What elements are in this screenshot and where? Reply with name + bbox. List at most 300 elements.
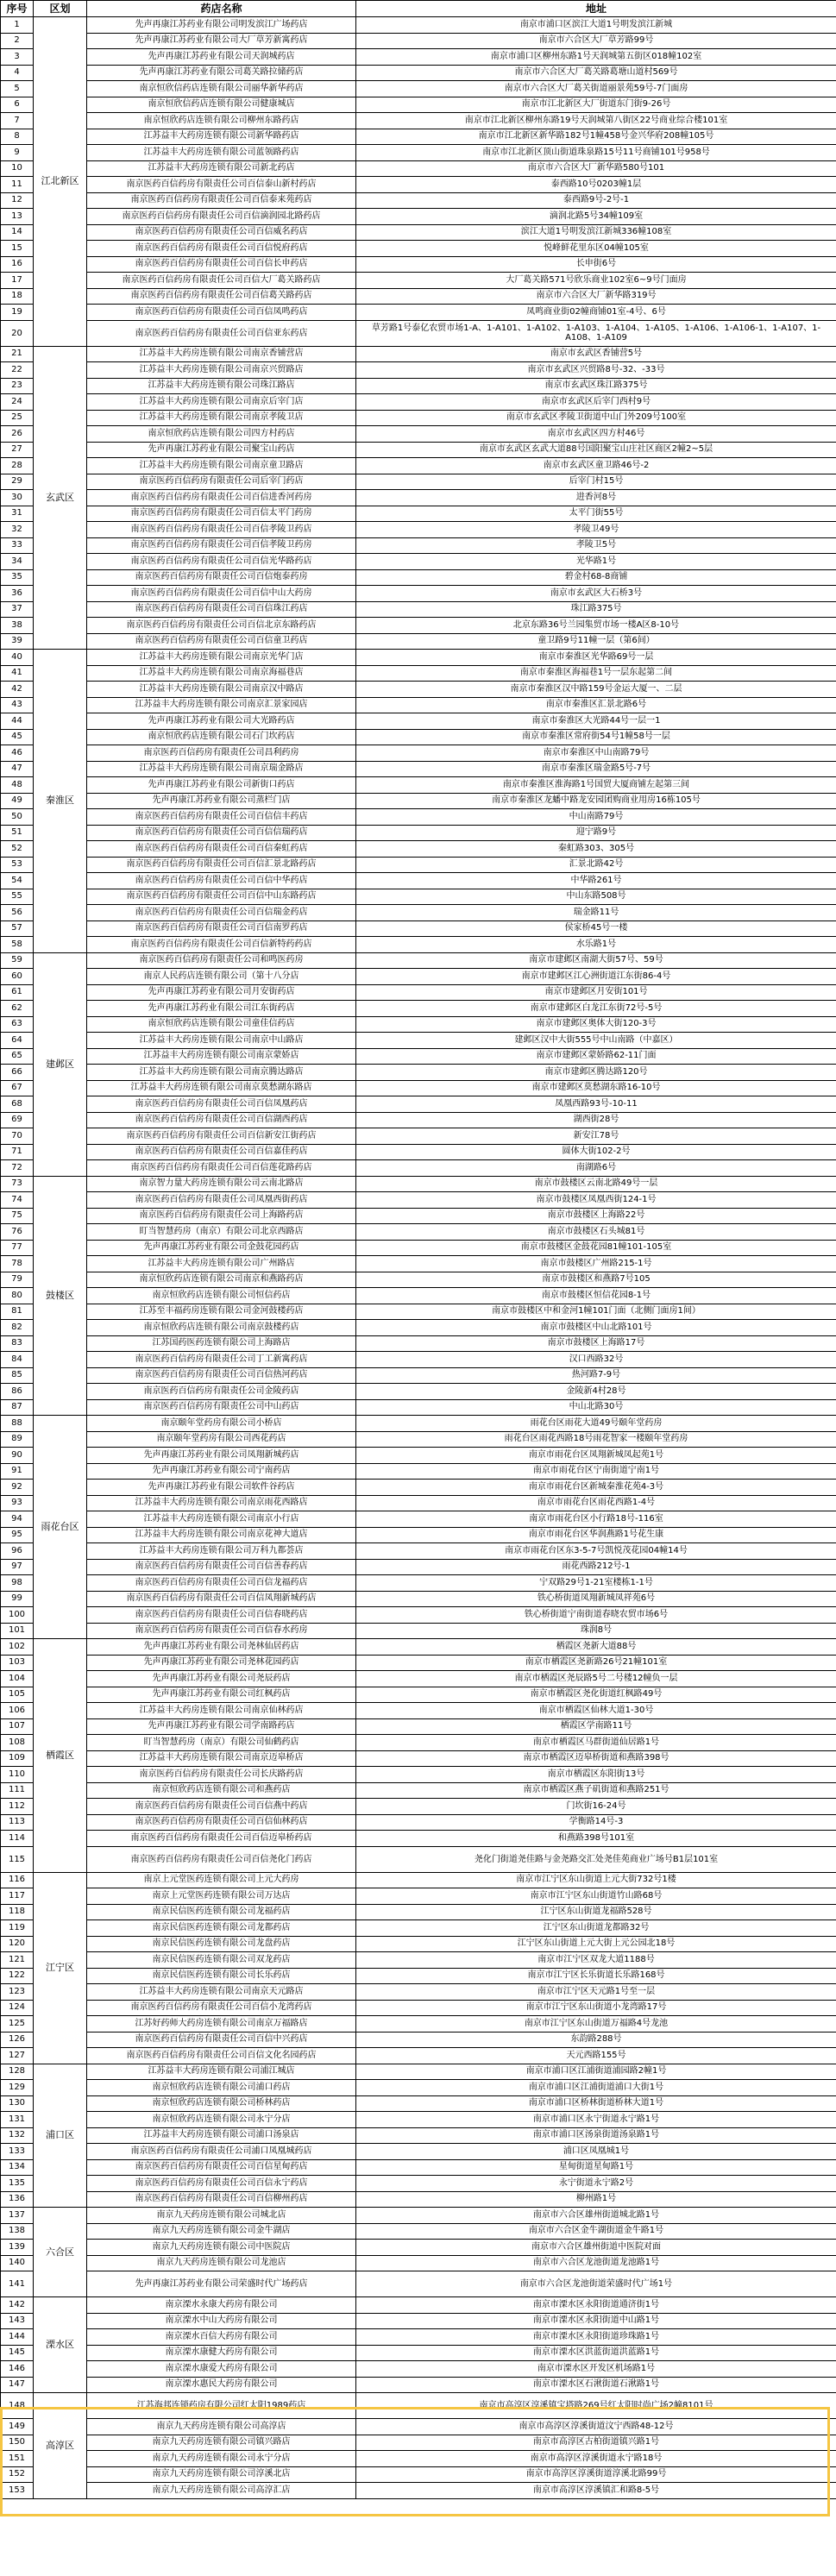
- pharmacy-name: 南京医药百信药房有限责任公司百信炮泰药房: [87, 569, 356, 586]
- row-index: 122: [1, 1968, 34, 1984]
- pharmacy-name: 南京医药百信药房有限责任公司昌利药房: [87, 745, 356, 762]
- row-index: 143: [1, 2313, 34, 2329]
- table-row: [1, 1735, 836, 1751]
- pharmacy-name: 南京溧水康爱大药房有限公司: [87, 2361, 356, 2378]
- pharmacy-name: 先声再康江苏药业有限公司葛关路拉储药店: [87, 65, 356, 81]
- table-row: [1, 1904, 836, 1920]
- table-row: [1, 474, 836, 490]
- row-index: 22: [1, 362, 34, 379]
- row-index: 61: [1, 984, 34, 1001]
- pharmacy-name: 先声再康江苏药业有限公司江东街药店: [87, 1001, 356, 1017]
- pharmacy-address: 永宁街道永宁路2号: [356, 2176, 836, 2192]
- row-index: 149: [1, 2419, 34, 2435]
- table-row: [1, 1065, 836, 1081]
- row-index: 4: [1, 65, 34, 81]
- pharmacy-address: 秦虹路303、305号: [356, 841, 836, 858]
- table-row: [1, 554, 836, 570]
- pharmacy-name: 南京医药百信药房有限责任公司中山药店: [87, 1399, 356, 1416]
- pharmacy-name: 南京九天药房连锁有限公司永宁分店: [87, 2451, 356, 2467]
- pharmacy-name: 南京医药百信药房有限责任公司百信威名药店: [87, 224, 356, 241]
- pharmacy-address: 南京市江北新区柳州东路19号天润城第八街区22号商业综合楼101室: [356, 113, 836, 129]
- table-row: [1, 537, 836, 554]
- pharmacy-address: 南京市江宁区东山街道上元大街732号1楼: [356, 1872, 836, 1888]
- pharmacy-address: 凤鸣商业街02幢商铺01室-4号、6号: [356, 305, 836, 321]
- row-index: 46: [1, 745, 34, 762]
- pharmacy-address: 南京市秦淮区龙蟠中路龙安园团购商业用房16栋105号: [356, 793, 836, 809]
- table-row: [1, 2361, 836, 2378]
- table-row: [1, 1952, 836, 1969]
- table-row: [1, 777, 836, 794]
- table-row: [1, 1160, 836, 1177]
- pharmacy-address: 南京市雨花台区新城秦淮花苑4-3号: [356, 1480, 836, 1496]
- row-index: 56: [1, 905, 34, 921]
- pharmacy-name: 南京恒欣药店连锁有限公司和燕药店: [87, 1782, 356, 1799]
- table-row: [1, 65, 836, 81]
- pharmacy-address: 珠江路375号: [356, 601, 836, 618]
- pharmacy-address: 铁心桥街道宁南街道春晓农贸市场6号: [356, 1607, 836, 1624]
- pharmacy-name: 南京医药百信药房有限责任公司金陵药店: [87, 1384, 356, 1400]
- row-index: 86: [1, 1384, 34, 1400]
- table-row: [1, 2064, 836, 2080]
- table-row: [1, 1192, 836, 1209]
- table-row: [1, 1543, 836, 1560]
- table-row: [1, 1718, 836, 1735]
- pharmacy-name: 南京恒欣信药店连锁有限公司丽华新华药店: [87, 81, 356, 97]
- pharmacy-address: 南京市六合区雄州街道城北路1号: [356, 2208, 836, 2224]
- row-index: 25: [1, 410, 34, 426]
- pharmacy-name: 南京医药百信药房有限责任公司百信葛关路药店: [87, 288, 356, 305]
- row-index: 18: [1, 288, 34, 305]
- table-row: [1, 177, 836, 193]
- row-index: 89: [1, 1431, 34, 1448]
- pharmacy-name: 江苏至丰福药房连锁有限公司金河鼓楼药店: [87, 1304, 356, 1320]
- table-row: [1, 1559, 836, 1575]
- pharmacy-address: 南京市雨花台区小行路18号-116室: [356, 1511, 836, 1528]
- pharmacy-address: 雨花西路212号-1: [356, 1559, 836, 1575]
- pharmacy-name: 江苏益丰大药房连锁有限公司南京瑞金路店: [87, 761, 356, 777]
- row-index: 27: [1, 442, 34, 458]
- table-row: [1, 1920, 836, 1937]
- table-row: [1, 2208, 836, 2224]
- pharmacy-name: 南京医药百信药房有限责任公司百信光华路药店: [87, 554, 356, 570]
- pharmacy-name: 南京医药百信药房有限责任公司百信秦虹药店: [87, 841, 356, 858]
- row-index: 144: [1, 2329, 34, 2346]
- table-row: [1, 49, 836, 66]
- pharmacy-name: 南京九天药房连锁有限公司淳溪北店: [87, 2466, 356, 2483]
- district-cell: 秦淮区: [34, 650, 87, 953]
- pharmacy-name: 先声再康江苏药业有限公司金鼓花园药店: [87, 1240, 356, 1256]
- pharmacy-address: 汇景北路42号: [356, 857, 836, 873]
- table-row: [1, 952, 836, 969]
- row-index: 7: [1, 113, 34, 129]
- table-row: [1, 713, 836, 730]
- row-index: 21: [1, 346, 34, 362]
- pharmacy-address: 南京市浦口区柳州东路1号天润城第五街区018幢102室: [356, 49, 836, 66]
- pharmacy-name: 江苏益丰大药房连锁有限公司南京光华门店: [87, 650, 356, 666]
- pharmacy-address: 南京市栖霞区迈皋桥街道和燕路398号: [356, 1750, 836, 1767]
- pharmacy-name: 江苏海邦连锁药房有限公司红太阳1989药店: [87, 2393, 356, 2419]
- row-index: 64: [1, 1033, 34, 1049]
- table-row: [1, 288, 836, 305]
- table-row: [1, 2329, 836, 2346]
- row-index: 3: [1, 49, 34, 66]
- pharmacy-address: 南京市高淳区淳溪街道永宁路18号: [356, 2451, 836, 2467]
- header-address: 地址: [356, 1, 836, 17]
- table-row: [1, 1384, 836, 1400]
- row-index: 6: [1, 97, 34, 113]
- row-index: 47: [1, 761, 34, 777]
- table-row: [1, 1527, 836, 1543]
- pharmacy-address: 南京市浦口区永宁街道永宁路1号: [356, 2112, 836, 2128]
- pharmacy-address: 金陵新4村28号: [356, 1384, 836, 1400]
- pharmacy-name: 南京医药百信药房有限责任公司百信善春药店: [87, 1559, 356, 1575]
- district-cell: 浦口区: [34, 2064, 87, 2208]
- pharmacy-name: 先声再康江苏药业有限公司大光路药店: [87, 713, 356, 730]
- pharmacy-address: 星甸街道星甸路1号: [356, 2159, 836, 2176]
- pharmacy-name: 南京民信医药连锁有限公司龙都药店: [87, 1920, 356, 1937]
- table-row: [1, 569, 836, 586]
- pharmacy-address: 南京市鼓楼区和燕路7号105: [356, 1272, 836, 1288]
- pharmacy-address: 南京市建邺区白龙江东街72号-5号: [356, 1001, 836, 1017]
- row-index: 54: [1, 873, 34, 889]
- table-row: [1, 586, 836, 602]
- pharmacy-name: 先声再康江苏药业有限公司软件谷药店: [87, 1480, 356, 1496]
- pharmacy-address: 南京市建邺区蒙娇路62-11门面: [356, 1048, 836, 1065]
- header-pharmacy-name: 药店名称: [87, 1, 356, 17]
- row-index: 19: [1, 305, 34, 321]
- table-row: [1, 1224, 836, 1241]
- table-row: [1, 1144, 836, 1160]
- table-row: [1, 2271, 836, 2297]
- row-index: 9: [1, 145, 34, 161]
- pharmacy-address: 南京市浦口区江浦街道浦口大街1号: [356, 2080, 836, 2096]
- table-row: [1, 1416, 836, 1432]
- pharmacy-address: 雨花台区雨花西路18号雨花智家一楼颐年堂药房: [356, 1431, 836, 1448]
- row-index: 137: [1, 2208, 34, 2224]
- row-index: 126: [1, 2032, 34, 2048]
- table-row: [1, 1671, 836, 1687]
- pharmacy-name: 南京医药百信药房有限责任公司百信童卫药店: [87, 633, 356, 650]
- pharmacy-address: 南京市建邺区江心洲街道江东街86-4号: [356, 969, 836, 985]
- pharmacy-name: 南京医药百信药房有限责任公司浦口凤凰城药店: [87, 2144, 356, 2160]
- table-row: [1, 1831, 836, 1847]
- pharmacy-name: 南京溧水康健大药房有限公司: [87, 2345, 356, 2361]
- pharmacy-address: 侯家桥45号一楼: [356, 920, 836, 937]
- table-row: [1, 1335, 836, 1352]
- pharmacy-address: 南京市江宁区长乐街道长乐路168号: [356, 1968, 836, 1984]
- pharmacy-name: 南京医药百信药房有限责任公司百信滴润园北路药店: [87, 209, 356, 225]
- pharmacy-name: 南京九天药房连锁有限公司中医院店: [87, 2240, 356, 2256]
- row-index: 16: [1, 256, 34, 273]
- pharmacy-name: 南京恒欣药店连锁有限公司南京和燕路药店: [87, 1272, 356, 1288]
- row-index: 81: [1, 1304, 34, 1320]
- pharmacy-name: 江苏益丰大药房连锁有限公司蓝领路药店: [87, 145, 356, 161]
- row-index: 79: [1, 1272, 34, 1288]
- row-index: 152: [1, 2466, 34, 2483]
- pharmacy-name: 先声再康江苏药业有限公司天润城药店: [87, 49, 356, 66]
- row-index: 35: [1, 569, 34, 586]
- pharmacy-address: 南京市江宁区天元路1号至一层: [356, 1984, 836, 2001]
- pharmacy-address: 南京市江北新区新华路182号1幢458号金兴华府208幢105号: [356, 129, 836, 145]
- table-row: [1, 1703, 836, 1719]
- pharmacy-name: 江苏益丰大药房连锁有限公司南京雨花西路店: [87, 1495, 356, 1511]
- row-index: 134: [1, 2159, 34, 2176]
- row-index: 114: [1, 1831, 34, 1847]
- pharmacy-address: 南京市秦淮区中山南路79号: [356, 745, 836, 762]
- pharmacy-address: 草芳路1号泰亿农贸市场1-A、1-A101、1-A102、1-A103、1-A104、1-A105、1-A106、1-A106-1、1-A107、1-A108、1-A109: [356, 320, 836, 346]
- pharmacy-name: 先声再康江苏药业有限公司新街口药店: [87, 777, 356, 794]
- table-row: [1, 1888, 836, 1905]
- pharmacy-name: 南京医药百信药房有限责任公司百信泰山新村药店: [87, 177, 356, 193]
- pharmacy-address: 南京市玄武区孝陵卫街道中山门外209号100室: [356, 410, 836, 426]
- table-row: [1, 920, 836, 937]
- table-row: [1, 618, 836, 634]
- pharmacy-name: 南京医药百信药房有限责任公司百信仙林药店: [87, 1814, 356, 1831]
- pharmacy-name: 江苏益丰大药房连锁有限公司南京中山路店: [87, 1033, 356, 1049]
- row-index: 63: [1, 1016, 34, 1033]
- district-cell: 六合区: [34, 2208, 87, 2297]
- row-index: 148: [1, 2393, 34, 2419]
- pharmacy-name: 南京医药百信药房有限责任公司百信凤凰药店: [87, 1096, 356, 1113]
- row-index: 92: [1, 1480, 34, 1496]
- pharmacy-address: 建邺区汉中大街555号中山南路（中嘉区）: [356, 1033, 836, 1049]
- table-row: [1, 1080, 836, 1096]
- table-row: [1, 241, 836, 257]
- table-row: [1, 2159, 836, 2176]
- pharmacy-address: 南京市鼓楼区金鼓花园81幢101-105室: [356, 1240, 836, 1256]
- pharmacy-name: 先声再康江苏药业有限公司红枫药店: [87, 1687, 356, 1703]
- table-row: [1, 905, 836, 921]
- table-row: [1, 1607, 836, 1624]
- pharmacy-name: 南京医药百信药房有限责任公司丁工新寓药店: [87, 1352, 356, 1368]
- pharmacy-name: 江苏益丰大药房连锁有限公司南京孝陵卫店: [87, 410, 356, 426]
- table-row: [1, 17, 836, 34]
- table-row: [1, 1495, 836, 1511]
- pharmacy-address: 南京市六合区大厂新华路580号101: [356, 160, 836, 177]
- pharmacy-name: 南京溧水百信大药房有限公司: [87, 2329, 356, 2346]
- table-row: [1, 2144, 836, 2160]
- pharmacy-name: 南京医药百信药房有限责任公司百信莲花路药店: [87, 1160, 356, 1177]
- table-row: [1, 1033, 836, 1049]
- table-row: [1, 2240, 836, 2256]
- row-index: 62: [1, 1001, 34, 1017]
- pharmacy-address: 宁双路29号1-21室楼栋1-1号: [356, 1575, 836, 1592]
- pharmacy-address: 南京市六合区大厂葛关街道丽景苑59号-7门面房: [356, 81, 836, 97]
- pharmacy-address: 南京市建邺区奥体大街120-3号: [356, 1016, 836, 1033]
- table-row: [1, 160, 836, 177]
- pharmacy-address: 南京市雨花台区雨花西路1-4号: [356, 1495, 836, 1511]
- pharmacy-name: 江苏益丰大药房连锁有限公司南京莫愁湖东路店: [87, 1080, 356, 1096]
- row-index: 36: [1, 586, 34, 602]
- pharmacy-address: 柳州路1号: [356, 2191, 836, 2208]
- pharmacy-address: 太平门街55号: [356, 506, 836, 522]
- table-row: [1, 633, 836, 650]
- pharmacy-address: 南京市栖霞区马群街道仙居路1号: [356, 1735, 836, 1751]
- table-row: [1, 458, 836, 474]
- pharmacy-name: 南京九天药房连锁有限公司龙池店: [87, 2255, 356, 2271]
- pharmacy-address: 南京市雨花台区华润燕路1号花生康: [356, 1527, 836, 1543]
- table-row: [1, 682, 836, 698]
- pharmacy-name: 南京医药百信药房有限责任公司百信信瑞药店: [87, 825, 356, 841]
- pharmacy-address: 南京市秦淮区海福巷1号一层东起第二间: [356, 665, 836, 682]
- table-row: [1, 2313, 836, 2329]
- pharmacy-name: 江苏益丰大药房连锁有限公司南京童卫路店: [87, 458, 356, 474]
- pharmacy-address: 南京市玄武区珠江路375号: [356, 378, 836, 394]
- pharmacy-address: 南京市鼓楼区中和金河1幢101门面（北侧门面房1间）: [356, 1304, 836, 1320]
- row-index: 58: [1, 937, 34, 953]
- table-row: [1, 2176, 836, 2192]
- pharmacy-address: 和燕路398号101室: [356, 1831, 836, 1847]
- row-index: 136: [1, 2191, 34, 2208]
- pharmacy-address: 南京市六合区雄州街道中医院对面: [356, 2240, 836, 2256]
- table-row: [1, 522, 836, 538]
- row-index: 71: [1, 1144, 34, 1160]
- header-district: 区划: [34, 1, 87, 17]
- pharmacy-name: 南京民信医药连锁有限公司龙盘药店: [87, 1936, 356, 1952]
- pharmacy-name: 南京医药百信药房有限责任公司百信春晓药店: [87, 1607, 356, 1624]
- row-index: 37: [1, 601, 34, 618]
- table-row: [1, 490, 836, 506]
- table-row: [1, 2255, 836, 2271]
- row-index: 118: [1, 1904, 34, 1920]
- pharmacy-address: 中山南路79号: [356, 809, 836, 826]
- table-row: [1, 969, 836, 985]
- pharmacy-address: 南京市秦淮区汉中路159号金运大厦一、二层: [356, 682, 836, 698]
- row-index: 102: [1, 1639, 34, 1656]
- pharmacy-name: 南京医药百信药房有限责任公司百信孝陵卫药店: [87, 522, 356, 538]
- pharmacy-address: 南京市浦口区江浦街道浦园路2幢1号: [356, 2064, 836, 2080]
- pharmacy-address: 滨江大道1号明发滨江新城336幢108室: [356, 224, 836, 241]
- pharmacy-address: 东韵路288号: [356, 2032, 836, 2048]
- row-index: 83: [1, 1335, 34, 1352]
- pharmacy-address: 南京市六合区金牛湖街道金牛路1号: [356, 2223, 836, 2240]
- pharmacy-address: 南京市秦淮区大光路44号一层一1: [356, 713, 836, 730]
- row-index: 45: [1, 729, 34, 745]
- pharmacy-name: 南京医药百信药房有限责任公司百信珠江药店: [87, 601, 356, 618]
- pharmacy-name: 南京溧水惠民大药房有限公司: [87, 2377, 356, 2393]
- pharmacy-name: 南京医药百信药房有限责任公司百信湖西药店: [87, 1112, 356, 1128]
- row-index: 1: [1, 17, 34, 34]
- pharmacy-name: 南京医药百信药房有限责任公司上海路药店: [87, 1208, 356, 1224]
- row-index: 17: [1, 273, 34, 289]
- pharmacy-address: 南京市六合区龙池街道荣盛时代广场1号: [356, 2271, 836, 2297]
- row-index: 104: [1, 1671, 34, 1687]
- table-row: [1, 601, 836, 618]
- table-header-row: [1, 1, 836, 17]
- row-index: 103: [1, 1655, 34, 1671]
- pharmacy-address: 南京市栖霞区尧化街道红枫路49号: [356, 1687, 836, 1703]
- row-index: 65: [1, 1048, 34, 1065]
- row-index: 108: [1, 1735, 34, 1751]
- table-row: [1, 1782, 836, 1799]
- pharmacy-name: 南京溧水中山大药房有限公司: [87, 2313, 356, 2329]
- pharmacy-address: 瑞金路11号: [356, 905, 836, 921]
- pharmacy-name: 南京医药百信药房有限责任公司百信龙福药店: [87, 1575, 356, 1592]
- row-index: 110: [1, 1767, 34, 1783]
- district-cell: 雨花台区: [34, 1416, 87, 1639]
- pharmacy-address: 南京市鼓楼区恒信花园8-1号: [356, 1288, 836, 1304]
- table-row: [1, 841, 836, 858]
- pharmacy-name: 江苏益丰大药房连锁有限公司南京蒙娇店: [87, 1048, 356, 1065]
- pharmacy-name: 南京医药百信药房有限责任公司百信北京东路药店: [87, 618, 356, 634]
- row-index: 29: [1, 474, 34, 490]
- row-index: 14: [1, 224, 34, 241]
- pharmacy-address: 南京市浦口区汤泉街道汤泉路1号: [356, 2127, 836, 2144]
- row-index: 66: [1, 1065, 34, 1081]
- pharmacy-name: 南京恒欣药店连锁有限公司桥林药店: [87, 2095, 356, 2112]
- pharmacy-address: 泰西路9号-2号-1: [356, 192, 836, 209]
- pharmacy-name: 江苏益丰大药房连锁有限公司南京海福巷店: [87, 665, 356, 682]
- table-row: [1, 2435, 836, 2451]
- row-index: 101: [1, 1623, 34, 1639]
- pharmacy-address: 南京市高淳区古柏街道镇兴路1号: [356, 2435, 836, 2451]
- pharmacy-address: 南京市建邺区南湖大街57号、59号: [356, 952, 836, 969]
- header-index: 序号: [1, 1, 34, 17]
- pharmacy-name: 先声再康江苏药业有限公司凤翔新城药店: [87, 1448, 356, 1464]
- pharmacy-address: 湖西街28号: [356, 1112, 836, 1128]
- row-index: 40: [1, 650, 34, 666]
- row-index: 43: [1, 697, 34, 713]
- row-index: 124: [1, 2000, 34, 2016]
- pharmacy-address: 天元西路155号: [356, 2048, 836, 2064]
- row-index: 80: [1, 1288, 34, 1304]
- pharmacy-address: 江宁区东山街道龙都路32号: [356, 1920, 836, 1937]
- row-index: 48: [1, 777, 34, 794]
- row-index: 85: [1, 1367, 34, 1384]
- pharmacy-name: 先声再康江苏药业有限公司聚宝山药店: [87, 442, 356, 458]
- pharmacy-name: 南京医药百信药房有限责任公司百信信丰药店: [87, 809, 356, 826]
- table-row: [1, 129, 836, 145]
- pharmacy-name: 南京恒欣信药店连锁有限公司健康城店: [87, 97, 356, 113]
- pharmacy-name: 南京医药百信药房有限责任公司百信中华药店: [87, 873, 356, 889]
- pharmacy-address: 滴润北路5号34幢109室: [356, 209, 836, 225]
- table-row: [1, 2000, 836, 2016]
- pharmacy-address: 南京市高淳区淳溪镇汇和路8-5号: [356, 2483, 836, 2499]
- pharmacy-address: 南京市玄武区兴贸路8号-32、-33号: [356, 362, 836, 379]
- table-row: [1, 2466, 836, 2483]
- pharmacy-name: 南京恒欣药店连锁有限公司童佳信药店: [87, 1016, 356, 1033]
- pharmacy-address: 南京市鼓楼区广州路215-1号: [356, 1256, 836, 1272]
- row-index: 96: [1, 1543, 34, 1560]
- district-cell: 玄武区: [34, 346, 87, 650]
- pharmacy-name: 南京医药百信药房有限责任公司百信柳州药店: [87, 2191, 356, 2208]
- row-index: 141: [1, 2271, 34, 2297]
- pharmacy-address: 长申街6号: [356, 256, 836, 273]
- table-row: [1, 2377, 836, 2393]
- row-index: 123: [1, 1984, 34, 2001]
- pharmacy-name: 江苏益丰大药房连锁有限公司南京汇景家园店: [87, 697, 356, 713]
- row-index: 131: [1, 2112, 34, 2128]
- pharmacy-name: 江苏益丰大药房连锁有限公司南京后宰门店: [87, 394, 356, 411]
- row-index: 15: [1, 241, 34, 257]
- pharmacy-address: 栖霞区学南路11号: [356, 1718, 836, 1735]
- row-index: 68: [1, 1096, 34, 1113]
- pharmacy-name: 南京恒欣药店连锁有限公司四方村药店: [87, 426, 356, 443]
- table-row: [1, 1367, 836, 1384]
- table-row: [1, 1463, 836, 1480]
- district-cell: 江宁区: [34, 1872, 87, 2064]
- row-index: 98: [1, 1575, 34, 1592]
- table-row: [1, 1272, 836, 1288]
- pharmacy-name: 南京医药百信药房有限责任公司百信尧化门药店: [87, 1846, 356, 1872]
- pharmacy-address: 南京市秦淮区常府街54号1幢58号一层: [356, 729, 836, 745]
- pharmacy-address: 南京市六合区大厂草芳路99号: [356, 33, 836, 49]
- table-row: [1, 1399, 836, 1416]
- table-row: [1, 937, 836, 953]
- pharmacy-name: 先声再康江苏药业有限公司学南路药店: [87, 1718, 356, 1735]
- table-row: [1, 1240, 836, 1256]
- table-body: [1, 17, 836, 2499]
